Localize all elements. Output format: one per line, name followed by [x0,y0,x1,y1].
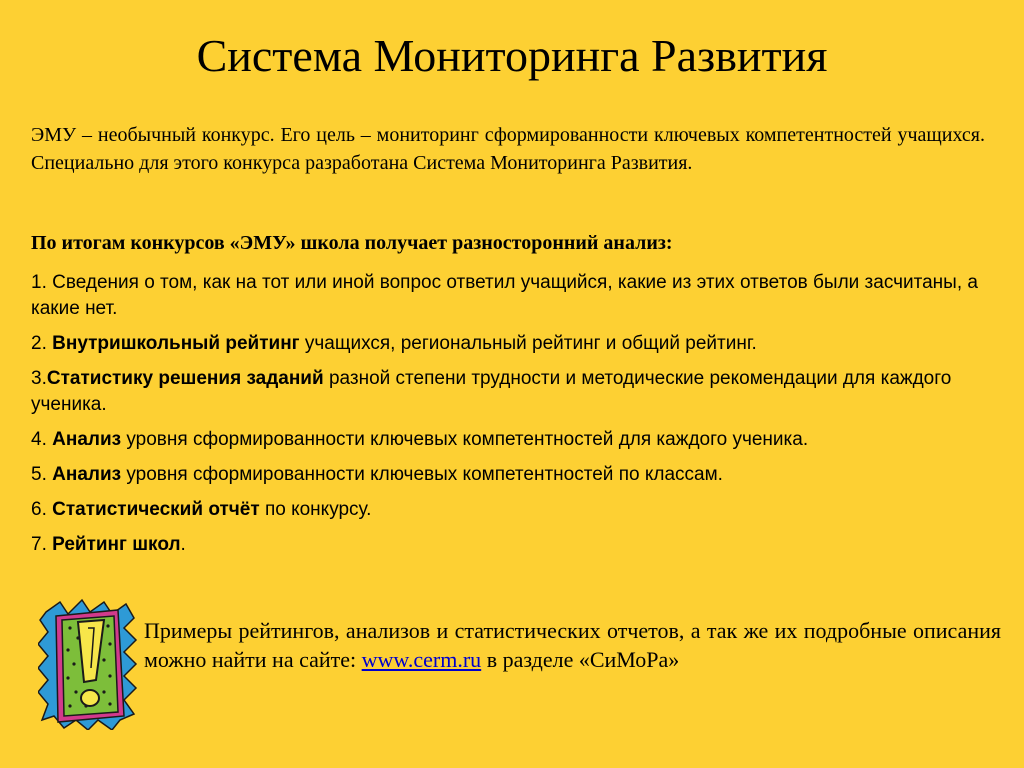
item-number: 1. [31,272,53,293]
website-note [144,616,1001,674]
item-bold: Внутришкольный рейтинг [52,333,300,354]
item-number: 3. [31,368,47,389]
list-item [31,427,981,453]
analysis-list [31,270,981,567]
item-bold: Статистику решения заданий [46,368,324,389]
item-bold: Рейтинг школ [52,534,181,555]
item-bold: Анализ [52,464,122,485]
item-number: 5. [31,464,53,485]
item-text: Сведения о том, как на тот или иной вопрос ответил учащийся, какие из этих ответов были засчитаны, а какие нет. [31,272,978,319]
list-item [31,462,981,488]
note-text: Примеры рейтингов, анализов и статистических отчетов, а так же их подробные описания можно найти на сайте: [144,618,1001,672]
item-number: 4. [31,429,53,450]
intro-paragraph: ЭМУ – необычный конкурс. Его цель – мониторинг сформированности ключевых компетентностей учащихся. Специально для этого конкурса разработана Система Мониторинга Развития. [31,124,985,174]
list-item [31,497,981,523]
item-number: 6. [31,499,53,520]
list-item [31,366,981,418]
item-text: разной степени трудности и методические рекомендации для каждого ученика. [31,368,952,415]
item-text: по конкурсу. [259,499,372,520]
slide-title: Система Мониторинга Развития [196,30,828,81]
item-text: уровня сформированности ключевых компетентностей для каждого ученика. [121,429,809,450]
note-text-end: в разделе «СиМоРа» [481,647,680,672]
item-bold: Анализ [52,429,122,450]
list-item [31,331,981,357]
exclamation-icon [38,598,138,730]
item-text: уровня сформированности ключевых компетентностей по классам. [121,464,723,485]
item-text: . [180,534,186,555]
analysis-heading: По итогам конкурсов «ЭМУ» школа получает разносторонний анализ: [31,232,673,254]
item-number: 7. [31,534,53,555]
list-item [31,532,981,558]
item-number: 2. [31,333,53,354]
item-bold: Статистический отчёт [52,499,260,520]
item-text: учащихся, региональный рейтинг и общий рейтинг. [299,333,757,354]
cerm-link[interactable]: www.cerm.ru [361,647,482,672]
list-item [31,270,981,322]
